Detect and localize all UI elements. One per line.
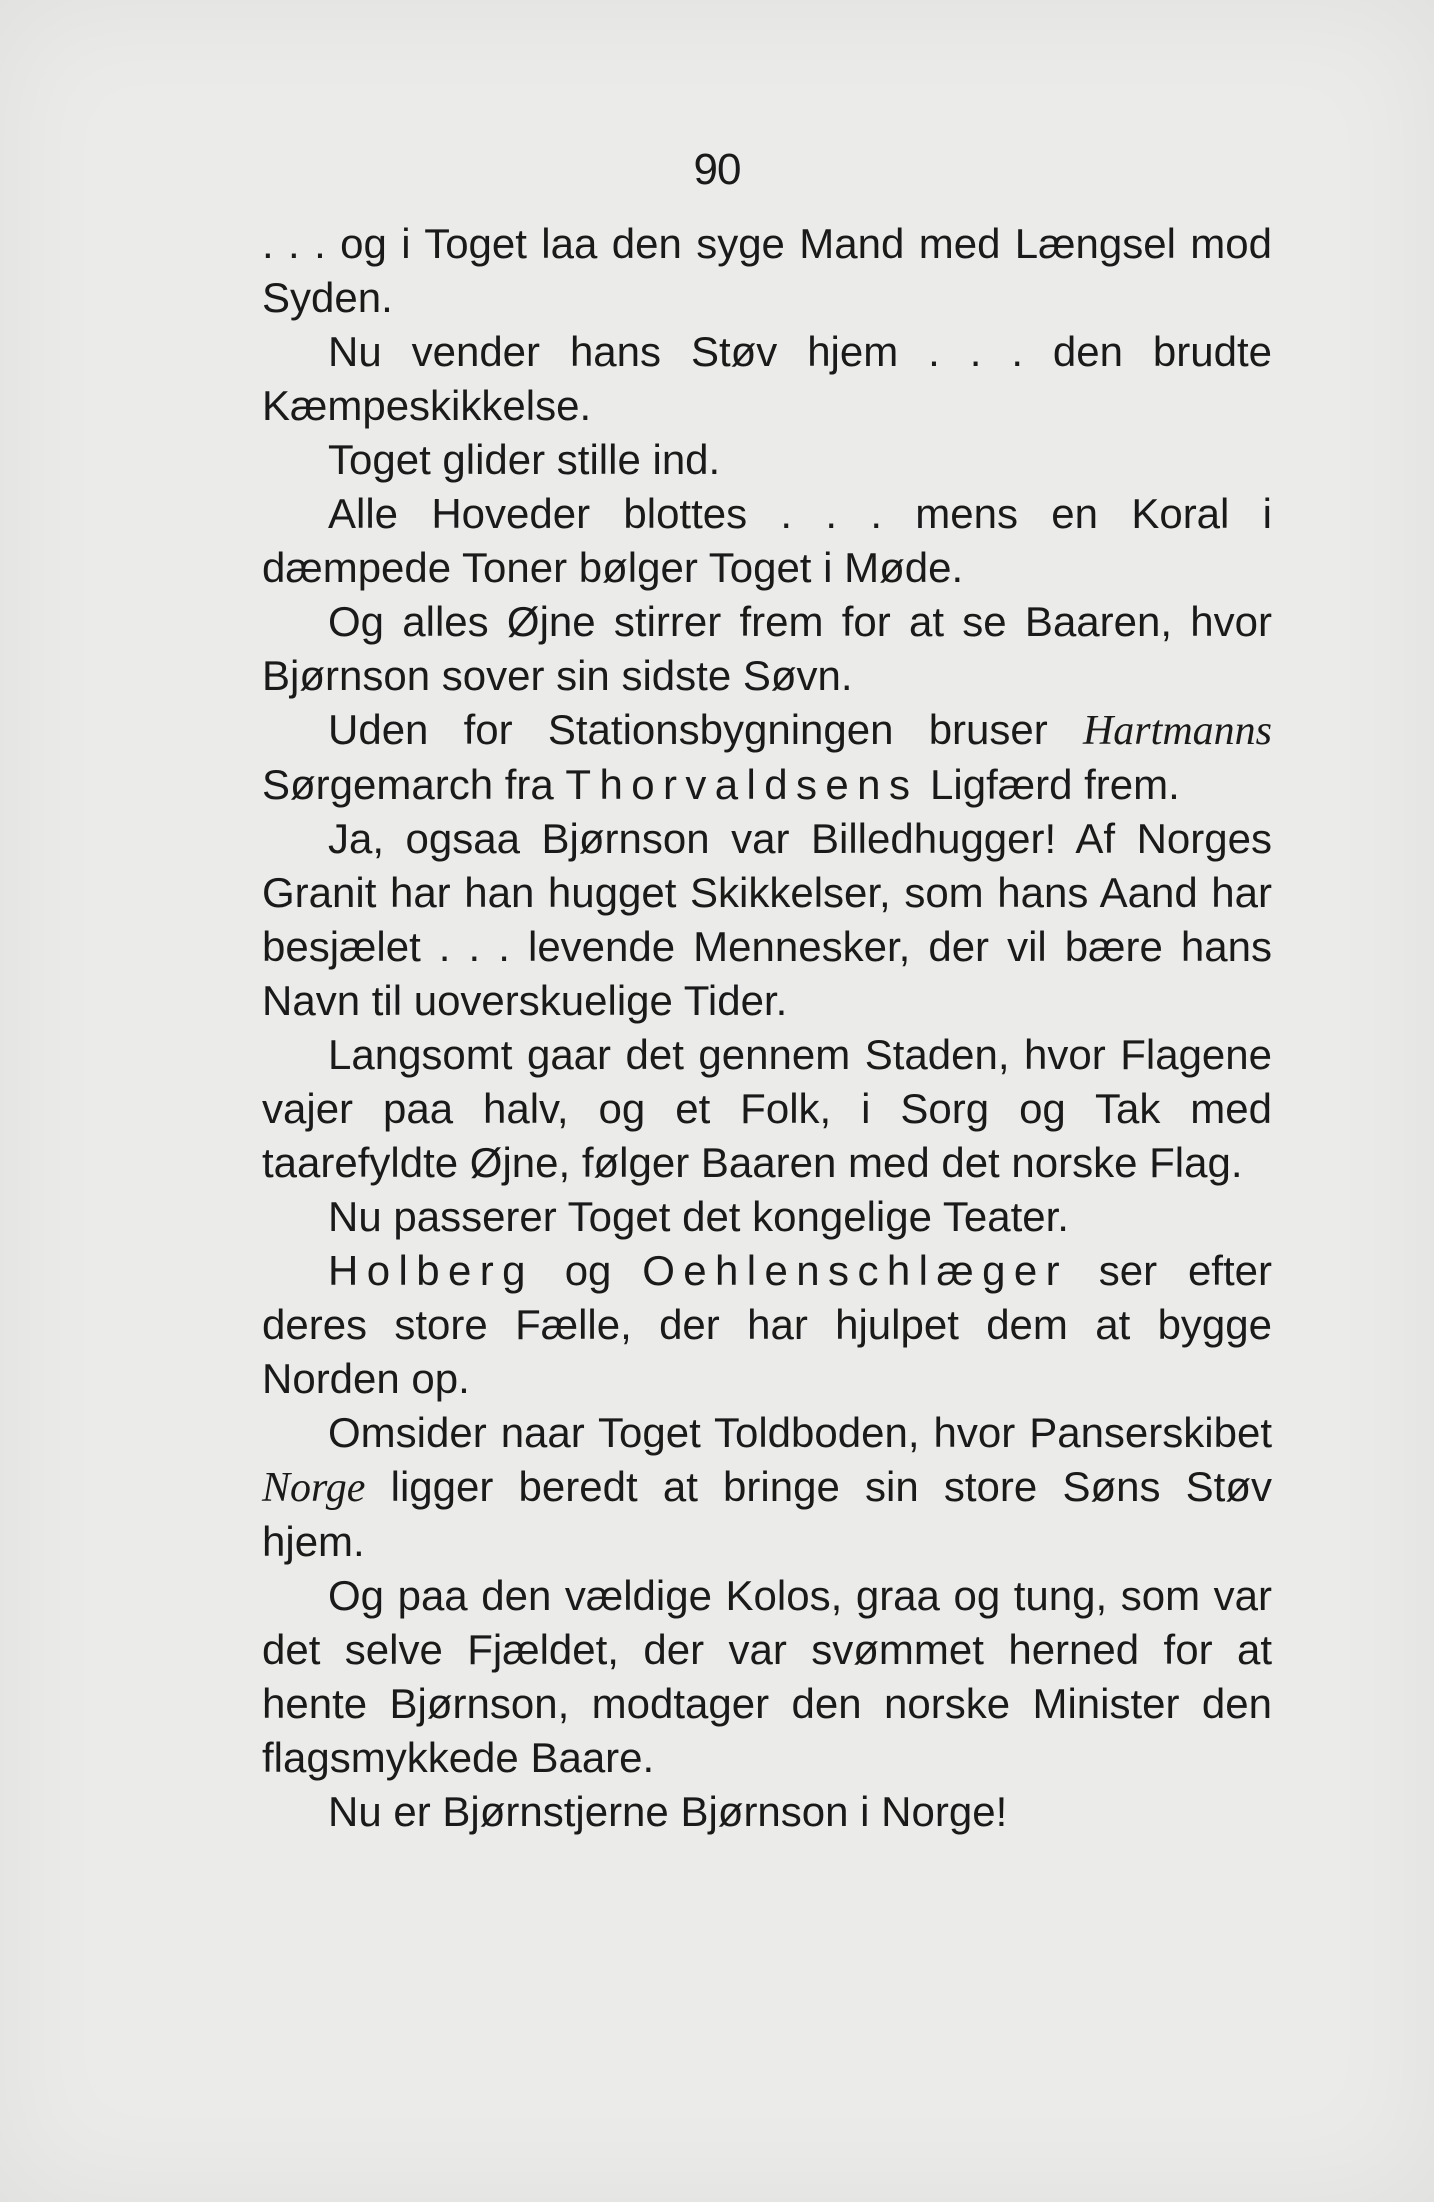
paragraph-12: Og paa den vældige Kolos, graa og tung, som var det selve Fjældet, der var svømmet herned for at hente Bjørnson, modtager den norske Minister den flagsmykkede Baare. <box>262 1572 1272 1781</box>
paragraph-13: Nu er Bjørnstjerne Bjørnson i Norge! <box>328 1788 1008 1835</box>
spaced-oehlenschlaeger: Oehlenschlæger <box>642 1247 1068 1294</box>
body-text <box>262 217 1272 1839</box>
paragraph-6 <box>262 703 1272 812</box>
page-number: 90 <box>693 145 741 194</box>
paragraph-3: Toget glider stille ind. <box>328 436 721 483</box>
paragraph-11-start: Omsider naar Toget Toldboden, hvor Panserskibet <box>328 1409 1272 1456</box>
paragraph-1: . . . og i Toget laa den syge Mand med Længsel mod Syden. <box>262 220 1272 321</box>
paragraph-7: Ja, ogsaa Bjørnson var Billedhugger! Af Norges Granit har han hugget Skikkelser, som hans Aand har besjælet . . . levende Mennesker, der vil bære hans Navn til uoverskuelige Tider. <box>262 815 1272 1024</box>
paragraph-6-end: Ligfærd frem. <box>918 761 1180 808</box>
paragraph-11-end: ligger beredt at bringe sin store Søns Støv hjem. <box>262 1463 1272 1565</box>
paragraph-10-end: ser efter deres store Fælle, der har hjulpet dem at bygge Norden op. <box>262 1247 1272 1402</box>
emphasis-hartmanns: Hartmanns <box>1082 708 1272 754</box>
paragraph-4: Alle Hoveder blottes . . . mens en Koral i dæmpede Toner bølger Toget i Møde. <box>262 490 1272 591</box>
paragraph-8: Langsomt gaar det gennem Staden, hvor Flagene vajer paa halv, og et Folk, i Sorg og Tak med taarefyldte Øjne, følger Baaren med det norske Flag. <box>262 1031 1272 1186</box>
paragraph-5: Og alles Øjne stirrer frem for at se Baaren, hvor Bjørnson sover sin sidste Søvn. <box>262 598 1272 699</box>
paragraph-11 <box>262 1406 1272 1569</box>
emphasis-norge: Norge <box>262 1465 366 1511</box>
spaced-holberg: Holberg <box>328 1247 534 1294</box>
paragraph-6-start: Uden for Stationsbygningen bruser <box>328 706 1083 753</box>
paragraph-9: Nu passerer Toget det kongelige Teater. <box>328 1193 1069 1240</box>
paragraph-10 <box>262 1244 1272 1406</box>
spaced-thorvaldsens: Thorvaldsens <box>565 761 919 808</box>
paragraph-10-middle: og <box>533 1247 643 1294</box>
paragraph-2: Nu vender hans Støv hjem . . . den brudte Kæmpeskikkelse. <box>262 328 1272 429</box>
paragraph-6-middle: Sørgemarch fra <box>262 761 566 808</box>
